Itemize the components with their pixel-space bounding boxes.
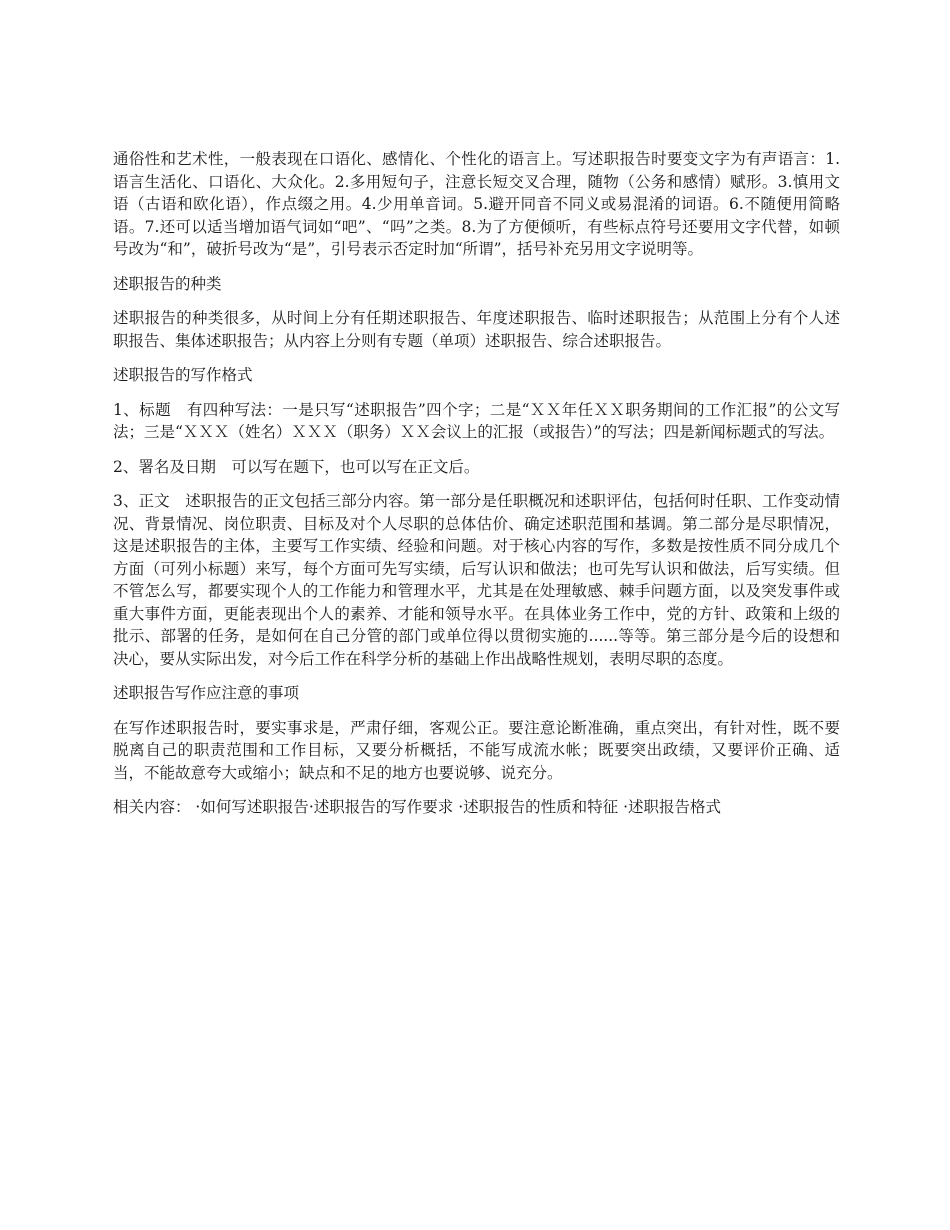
paragraph-format-signature: 2、署名及日期 可以写在题下，也可以写在正文后。 [113,457,480,476]
section-heading-notes: 述职报告写作应注意的事项 [113,684,300,702]
paragraph-format-title: 1、标题 有四种写法：一是只写“述职报告”四个字；二是“ＸＸ年任ＸＸ职务期间的工作汇报”的公文写法；三是“ＸＸＸ（姓名）ＸＸＸ（职务）ＸＸ会议上的汇报（或报告）”的写法；四是新闻标题式的写法。 [113,400,840,441]
paragraph-format-body: 3、正文 述职报告的正文包括三部分内容。第一部分是任职概况和述职评估，包括何时任职、工作变动情况、背景情况、岗位职责、目标及对个人尽职的总体估价、确定述职范围和基调。第二部分是尽职情况，这是述职报告的主体，主要写工作实绩、经验和问题。对于核心内容的写作，多数是按性质不同分成几个方面（可列小标题）来写，每个方面可先写实绩，后写认识和做法；也可先写认识和做法，后写实绩。但不管怎么写，都要实现个人的工作能力和管理水平，尤其是在处理敏感、棘手问题方面，以及突发事件或重大事件方面，更能表现出个人的素养、才能和领导水平。在具体业务工作中，党的方针、政策和上级的批示、部署的任务，是如何在自己分管的部门或单位得以贯彻实施的......等等。第三部分是今后的设想和决心，要从实际出发，对今后工作在科学分析的基础上作出战略性规划，表明尽职的态度。 [113,492,840,668]
paragraph-language-style: 通俗性和艺术性，一般表现在口语化、感情化、个性化的语言上。写述职报告时要变文字为有声语言：1.语言生活化、口语化、大众化。2.多用短句子，注意长短交叉合理，随物（公务和感情）赋形。3.慎用文语（古语和欧化语），作点缀之用。4.少用单音词。5.避开同音不同义或易混淆的词语。6.不随便用简略语。7.还可以适当增加语气词如“吧”、“吗”之类。8.为了方便倾听，有些标点符号还要用文字代替，如顿号改为“和”，破折号改为“是”，引号表示否定时加“所谓”，括号补充另用文字说明等。 [113,150,840,258]
paragraph-types: 述职报告的种类很多，从时间上分有任期述职报告、年度述职报告、临时述职报告；从范围上分有个人述职报告、集体述职报告；从内容上分则有专题（单项）述职报告、综合述职报告。 [113,309,840,350]
section-heading-format: 述职报告的写作格式 [113,366,253,384]
section-heading-types: 述职报告的种类 [113,274,222,293]
document-body [113,148,840,831]
paragraph-notes: 在写作述职报告时，要实事求是，严肃仔细，客观公正。要注意论断准确，重点突出，有针对性，既不要脱离自己的职责范围和工作目标，又要分析概括，不能写成流水帐；既要突出政绩，又要评价正确、适当，不能故意夸大或缩小；缺点和不足的地方也要说够、说充分。 [113,718,840,782]
related-content-line: 相关内容： ·如何写述职报告·述职报告的写作要求 ·述职报告的性质和特征 ·述职报告格式 [113,798,721,816]
